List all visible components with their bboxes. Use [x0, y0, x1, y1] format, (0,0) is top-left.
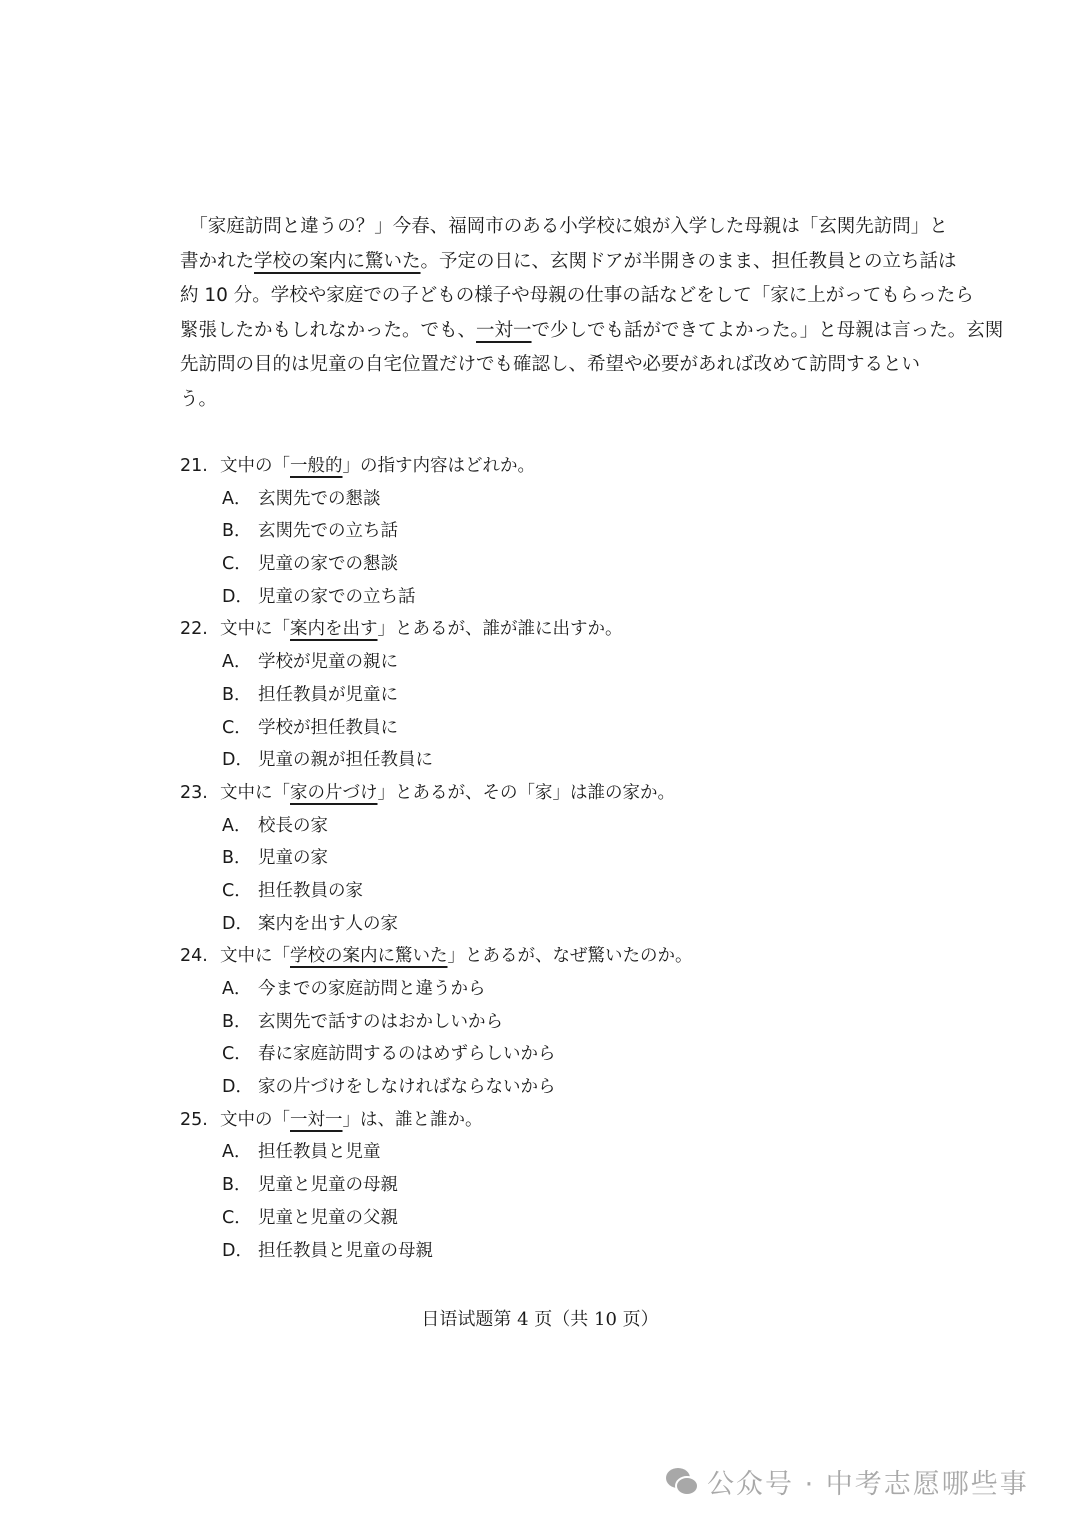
question-stem: [180, 940, 900, 973]
option-label: D．: [222, 586, 253, 607]
option-text: 児童と児童の母親: [258, 1175, 398, 1196]
passage-line: [180, 383, 886, 418]
option-text: 家の片づけをしなければならないから: [258, 1077, 556, 1098]
question-list: [180, 450, 900, 1267]
option-label: A．: [222, 652, 252, 673]
reading-passage: [180, 210, 1004, 417]
answer-option: [180, 842, 900, 875]
option-label: A．: [222, 1142, 252, 1163]
option-label: B．: [222, 684, 252, 705]
answer-option: [180, 515, 900, 548]
underlined-term: 家の片づけ: [290, 782, 378, 803]
underlined-phrase: 一対一: [476, 319, 532, 341]
option-text: 案内を出す人の家: [258, 913, 398, 934]
answer-option: [180, 1038, 900, 1071]
wechat-icon: [665, 1467, 699, 1497]
question-number: 24.: [180, 946, 208, 967]
passage-text: 約 10 分。学校や家庭での子どもの様子や母親の仕事の話などをして「家に上がってもらったら: [180, 285, 974, 306]
option-text: 担任教員と児童: [258, 1142, 381, 1163]
answer-option: [180, 875, 900, 908]
watermark: [665, 1462, 1029, 1501]
question: [180, 613, 900, 776]
stem-text: 文中の「: [220, 456, 290, 476]
question-number: 25.: [180, 1109, 208, 1130]
option-label: C．: [222, 554, 252, 575]
question-stem: [180, 1104, 900, 1137]
stem-text: 」は、誰と誰か。: [342, 1109, 483, 1130]
option-text: 学校が児童の親に: [258, 652, 398, 673]
option-label: B．: [222, 521, 252, 542]
question-stem: [180, 777, 900, 810]
option-label: A．: [222, 488, 252, 509]
question-stem: [180, 450, 900, 483]
answer-option: [180, 1202, 900, 1235]
option-text: 校長の家: [258, 815, 328, 836]
option-text: 児童の家: [258, 848, 328, 869]
question-stem: [180, 613, 900, 646]
stem-text: 文中の「: [220, 1109, 290, 1130]
passage-text: 。予定の日に、玄関ドアが半開きのまま、担任教員との立ち話は: [420, 250, 957, 272]
answer-option: [180, 1006, 900, 1039]
option-text: 児童の家での懇談: [258, 554, 398, 575]
option-text: 学校が担任教員に: [258, 717, 398, 738]
passage-text: 先訪問の目的は児童の自宅位置だけでも確認し、希望や必要があれば改めて訪問するとい: [180, 354, 921, 375]
option-label: B．: [222, 1011, 252, 1032]
passage-line: [180, 279, 974, 314]
option-text: 児童の家での立ち話: [258, 586, 416, 607]
stem-text: 」とあるが、誰が誰に出すか。: [377, 619, 623, 640]
option-label: B．: [222, 1175, 252, 1196]
option-label: C．: [222, 717, 252, 738]
underlined-term: 一般的: [290, 456, 343, 476]
option-text: 玄関先での立ち話: [258, 521, 398, 542]
passage-text: う。: [180, 388, 218, 410]
answer-option: [180, 646, 900, 679]
option-text: 春に家庭訪問するのはめずらしいから: [258, 1044, 556, 1065]
answer-option: [180, 1235, 900, 1268]
question: [180, 940, 900, 1103]
passage-text: 「家庭訪問と違うの？」今春、福岡市のある小学校に娘が入学した母親は「玄関先訪問」と: [180, 216, 948, 237]
answer-option: [180, 679, 900, 712]
answer-option: [180, 744, 900, 777]
answer-option: [180, 1136, 900, 1169]
passage-line: [180, 210, 948, 245]
option-label: A．: [222, 815, 252, 836]
passage-line: [180, 348, 921, 383]
passage-text: 緊張したかもしれなかった。でも、: [180, 319, 477, 341]
passage-text: で少しでも話ができてよかった。」と母親は言った。玄関: [531, 319, 1004, 341]
watermark-text: 公众号 · 中考志愿哪些事: [707, 1469, 1029, 1500]
option-label: B．: [222, 848, 252, 869]
answer-option: [180, 548, 900, 581]
question: [180, 1104, 900, 1267]
passage-line: [180, 245, 957, 280]
stem-text: 文中に「: [220, 946, 290, 967]
stem-text: 文中に「: [220, 619, 290, 640]
answer-option: [180, 581, 900, 614]
answer-option: [180, 908, 900, 941]
option-text: 児童の親が担任教員に: [258, 750, 433, 771]
underlined-phrase: 学校の案内に驚いた: [254, 250, 421, 272]
option-label: C．: [222, 880, 252, 901]
option-label: D．: [222, 1240, 253, 1261]
option-text: 児童と児童の父親: [258, 1207, 398, 1228]
stem-text: 」とあるが、その「家」は誰の家か。: [377, 782, 675, 803]
stem-text: 」とあるが、なぜ驚いたのか。: [447, 946, 693, 967]
page-footer: 日语试题第 4 页（共 10 页）: [421, 1309, 659, 1330]
answer-option: [180, 973, 900, 1006]
option-label: C．: [222, 1044, 252, 1065]
answer-option: [180, 712, 900, 745]
option-label: D．: [222, 750, 253, 771]
question: [180, 777, 900, 940]
option-label: D．: [222, 913, 253, 934]
option-label: A．: [222, 979, 252, 999]
underlined-term: 学校の案内に驚いた: [290, 946, 448, 967]
option-text: 今までの家庭訪問と違うから: [258, 979, 486, 999]
stem-text: 」の指す内容はどれか。: [342, 456, 535, 476]
answer-option: [180, 810, 900, 843]
question-number: 21.: [180, 456, 208, 476]
answer-option: [180, 483, 900, 516]
option-text: 担任教員の家: [258, 880, 363, 901]
option-text: 担任教員と児童の母親: [258, 1240, 433, 1261]
passage-line: [180, 314, 1004, 349]
stem-text: 文中に「: [220, 782, 290, 803]
underlined-term: 一対一: [290, 1109, 343, 1130]
question: [180, 450, 900, 613]
option-text: 担任教員が児童に: [258, 684, 398, 705]
answer-option: [180, 1169, 900, 1202]
option-label: C．: [222, 1207, 252, 1228]
option-text: 玄関先で話すのはおかしいから: [258, 1011, 503, 1032]
passage-text: 書かれた: [180, 250, 255, 272]
option-text: 玄関先での懇談: [258, 488, 381, 509]
underlined-term: 案内を出す: [290, 619, 378, 640]
option-label: D．: [222, 1077, 253, 1098]
answer-option: [180, 1071, 900, 1104]
question-number: 22.: [180, 619, 208, 640]
question-number: 23.: [180, 782, 208, 803]
